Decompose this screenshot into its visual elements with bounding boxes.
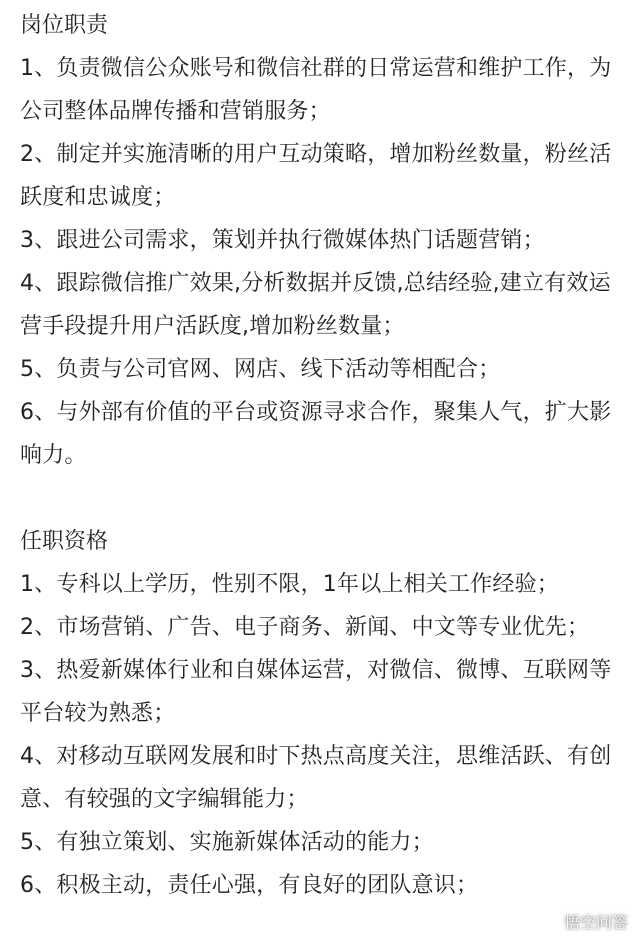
- watermark: [534, 910, 628, 933]
- duties-item: 3、跟进公司需求，策划并执行微媒体热门话题营销；: [20, 228, 545, 253]
- duties-title: 岗位职责: [20, 13, 109, 38]
- duties-item: 1、负责微信公众账号和微信社群的日常运营和维护工作，为公司整体品牌传播和营销服务；: [20, 56, 612, 124]
- duties-item: 6、与外部有价值的平台或资源寻求合作，聚集人气，扩大影响力。: [20, 400, 612, 468]
- duties-item: 5、负责与公司官网、网店、线下活动等相配合；: [20, 357, 501, 382]
- document: [20, 4, 632, 907]
- qualifications-item: 6、积极主动，责任心强，有良好的团队意识；: [20, 873, 479, 898]
- duties-item: 2、制定并实施清晰的用户互动策略，增加粉丝数量，粉丝活跃度和忠诚度；: [20, 142, 612, 210]
- chat-bubble-icon: [534, 912, 558, 932]
- qualifications-item: 4、对移动互联网发展和时下热点高度关注，思维活跃、有创意、有较强的文字编辑能力；: [20, 744, 612, 812]
- qualifications-item: 5、有独立策划、实施新媒体活动的能力；: [20, 830, 434, 855]
- watermark-text: 悟空问答: [563, 913, 628, 932]
- qualifications-title: 任职资格: [20, 529, 109, 554]
- qualifications-item: 2、市场营销、广告、电子商务、新闻、中文等专业优先；: [20, 615, 590, 640]
- qualifications-section: [20, 520, 632, 907]
- duties-item: 4、跟踪微信推广效果,分析数据并反馈,总结经验,建立有效运营手段提升用户活跃度,增加粉丝数量；: [20, 271, 611, 339]
- qualifications-item: 3、热爱新媒体行业和自媒体运营，对微信、微博、互联网等平台较为熟悉；: [20, 658, 612, 726]
- section-spacer: [20, 477, 632, 520]
- duties-section: [20, 4, 632, 477]
- qualifications-item: 1、专科以上学历，性别不限，1年以上相关工作经验；: [20, 572, 559, 597]
